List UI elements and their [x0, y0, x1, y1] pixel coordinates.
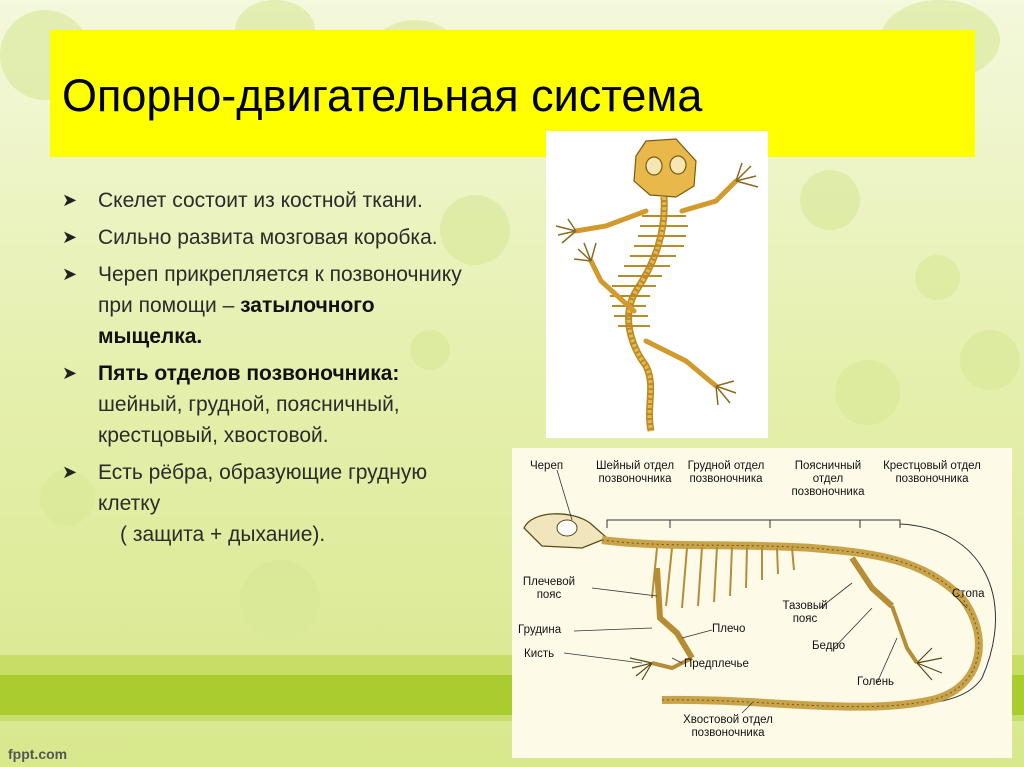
- label-poyasnichny: Поясничный отдел позвоночника: [791, 460, 865, 498]
- label-grudnoy: Грудной отдел позвоночника: [687, 460, 765, 485]
- skeleton-side-diagram: [512, 448, 1012, 758]
- arrow-bullet-icon: ➤: [62, 462, 78, 482]
- label-grudina: Грудина: [518, 624, 562, 636]
- bullet-list: [62, 185, 462, 556]
- footer-logo: fppt.com: [8, 746, 68, 762]
- arrow-bullet-icon: ➤: [62, 264, 78, 284]
- label-tazovy: Тазовый пояс: [782, 600, 828, 625]
- skeleton-top-view-image: [546, 131, 768, 438]
- label-bedro: Бедро: [812, 640, 846, 652]
- list-item: ➤ Череп прикрепляется к позвоночнику при помощи – затылочного мыщелка.: [62, 259, 462, 352]
- label-golen: Голень: [857, 676, 895, 688]
- list-item: ➤ Есть рёбра, образующие грудную клетку ( защита + дыхание).: [62, 457, 462, 550]
- list-item: ➤ Пять отделов позвоночника: шейный, грудной, поясничный, крестцовый, хвостовой.: [62, 358, 462, 451]
- arrow-bullet-icon: ➤: [62, 363, 78, 383]
- label-cherep: Череп: [530, 460, 564, 472]
- label-stopa: Стопа: [952, 588, 985, 600]
- list-item: ➤ Скелет состоит из костной ткани.: [62, 185, 462, 216]
- arrow-bullet-icon: ➤: [62, 190, 78, 210]
- label-khvostovoy: Хвостовой отдел позвоночника: [683, 714, 773, 739]
- slide-title: Опорно-двигательная система: [62, 70, 703, 121]
- label-sheiny: Шейный отдел позвоночника: [595, 460, 675, 485]
- title-banner: [50, 30, 975, 157]
- label-kresttsovy: Крестцовый отдел позвоночника: [883, 460, 981, 485]
- label-plechevoy: Плечевой пояс: [522, 576, 576, 601]
- arrow-bullet-icon: ➤: [62, 227, 78, 247]
- label-kist: Кисть: [524, 648, 555, 660]
- label-plecho: Плечо: [712, 623, 746, 635]
- list-item: ➤ Сильно развита мозговая коробка.: [62, 222, 462, 253]
- label-predplechye: Предплечье: [684, 658, 749, 670]
